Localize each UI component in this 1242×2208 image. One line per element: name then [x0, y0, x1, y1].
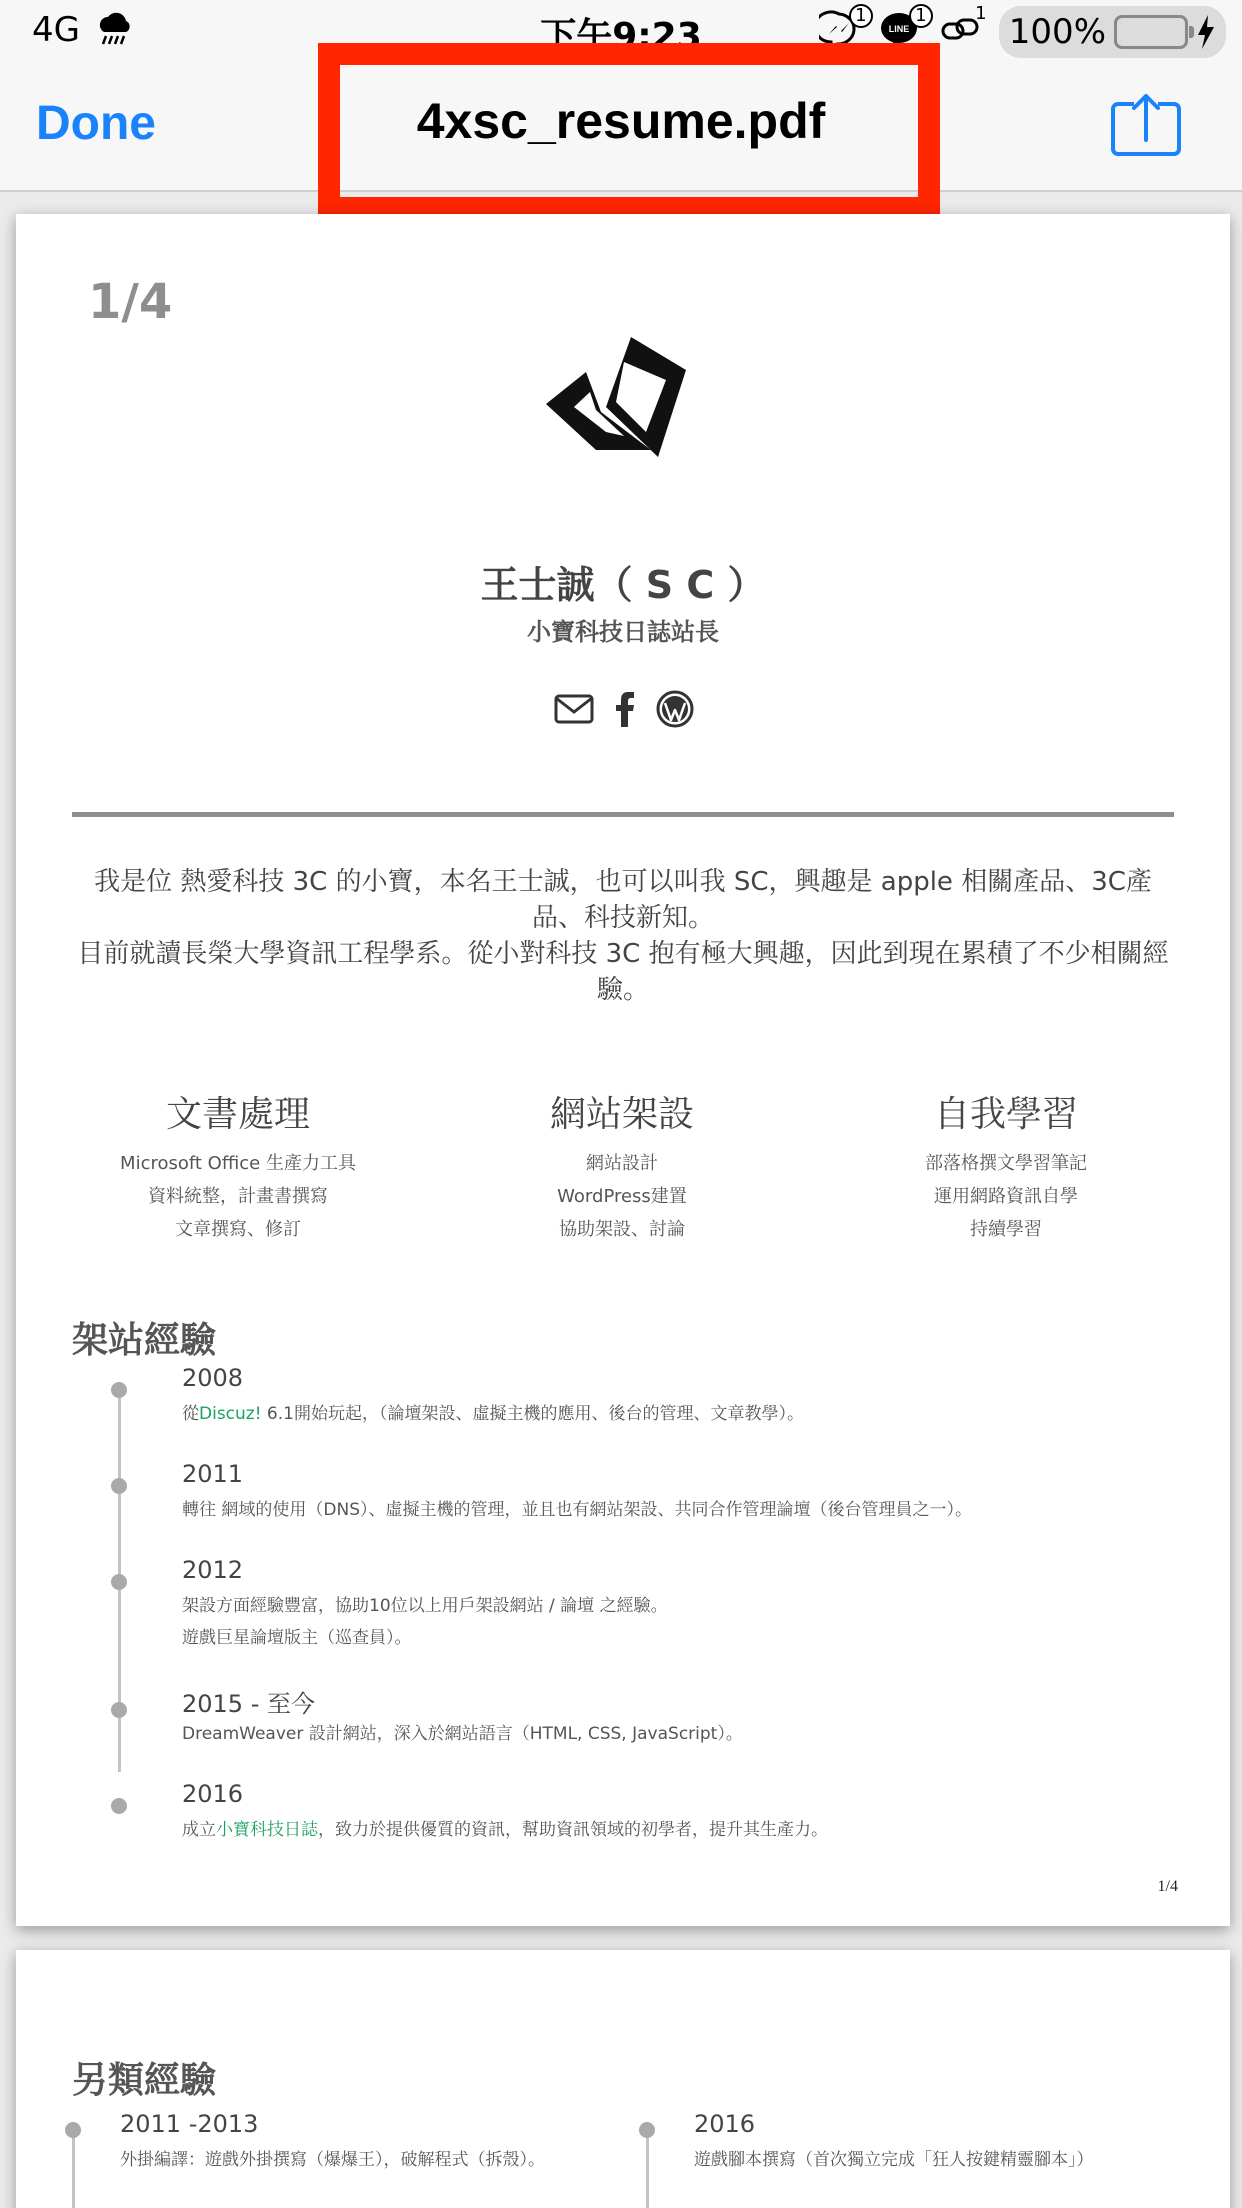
timeline-year: 2015 - 至今: [182, 1690, 315, 1718]
timeline-desc: 遊戲腳本撰寫（首次獨立完成「狂人按鍵精靈腳本」）: [694, 2150, 1094, 2170]
skill-item: 持續學習: [970, 1219, 1042, 1240]
intro-line-1: 我是位 熱愛科技 3C 的小寶，本名王士誠，也可以叫我 SC，興趣是 apple 相關產品、3C產品、科技新知。: [94, 867, 1152, 933]
discuz-link[interactable]: Discuz!: [199, 1404, 262, 1424]
facebook-icon[interactable]: [614, 691, 636, 727]
timeline-year: 2016: [694, 2110, 756, 2138]
wordpress-icon[interactable]: [656, 690, 694, 728]
email-icon[interactable]: [554, 694, 594, 724]
timeline-dot: [111, 1478, 127, 1494]
page-number: 1/4: [1157, 1878, 1178, 1895]
timeline-dot: [111, 1798, 127, 1814]
document-title: 4xsc_resume.pdf: [416, 93, 826, 149]
resume-subtitle: 小寶科技日誌站長: [527, 618, 719, 646]
timeline-dot: [639, 2122, 655, 2138]
line-badge: 1: [909, 4, 933, 28]
timeline-desc: 架設方面經驗豐富，協助10位以上用戶架設網站 / 論壇 之經驗。: [182, 1596, 668, 1616]
experience-title: 架站經驗: [72, 1320, 217, 1361]
skill-title: 自我學習: [933, 1094, 1078, 1135]
pdf-page-1: [16, 214, 1230, 1926]
battery-percent: 100%: [1008, 12, 1106, 52]
skill-column: [46, 1086, 430, 1246]
messenger-badge: 1: [849, 4, 873, 28]
timeline-dot: [111, 1382, 127, 1398]
timeline-dot: [65, 2122, 81, 2138]
timeline-year: 2008: [182, 1364, 244, 1392]
page-indicator: 1/4: [88, 274, 173, 330]
timeline-year: 2016: [182, 1780, 244, 1808]
timeline-desc: 外掛編譯：遊戲外掛撰寫（爆爆王），破解程式（拆殼）。: [120, 2150, 545, 2170]
share-icon[interactable]: [1110, 92, 1182, 156]
timeline-desc: 從Discuz! 6.1開始玩起，（論壇架設、虛擬主機的應用、後台的管理、文章教學）。: [182, 1404, 804, 1424]
skill-title: 網站架設: [549, 1094, 694, 1135]
skill-column: [430, 1086, 814, 1246]
skill-item: 部落格撰文學習筆記: [925, 1153, 1087, 1174]
skill-item: 網站設計: [586, 1153, 658, 1174]
skills-section: [16, 1086, 1230, 1246]
pdf-page-2: [16, 1950, 1230, 2208]
experience-timeline: [72, 1364, 1172, 1844]
battery-icon: [1114, 15, 1188, 49]
navigation-bar: [0, 60, 1242, 192]
timeline-year: 2012: [182, 1556, 244, 1584]
intro-line-2: 目前就讀長榮大學資訊工程學系。從小對科技 3C 抱有極大興趣，因此到現在累積了不少相關經驗。: [77, 939, 1169, 1005]
timeline-desc: 遊戲巨星論壇版主（巡查員）。: [182, 1628, 412, 1648]
skill-title: 文書處理: [165, 1094, 310, 1135]
carrier-label: 4G: [32, 10, 80, 50]
skill-item: Microsoft Office 生產力工具: [120, 1153, 356, 1174]
timeline-line: [646, 2130, 649, 2208]
timeline-desc: 轉往 網域的使用（DNS）、虛擬主機的管理，並且也有網站架設、共同合作管理論壇（後台管理員之一）。: [182, 1500, 972, 1520]
social-links: [554, 690, 694, 728]
skill-column: [814, 1086, 1198, 1246]
blog-link[interactable]: 小寶科技日誌: [216, 1820, 318, 1840]
skill-item: 文章撰寫、修訂: [175, 1219, 301, 1240]
charging-bolt-icon: [1196, 15, 1216, 49]
timeline-year: 2011: [182, 1460, 244, 1488]
timeline-desc: 成立小寶科技日誌，致力於提供優質的資訊，幫助資訊領域的初學者，提升其生產力。: [182, 1820, 828, 1840]
resume-name: 王士誠（ S C ）: [480, 563, 766, 607]
title-highlight-box: [318, 43, 940, 219]
skill-item: 運用網路資訊自學: [934, 1186, 1078, 1207]
clock: 下午9:23: [540, 16, 702, 57]
intro-text: [76, 864, 1170, 1008]
timeline-dot: [111, 1574, 127, 1590]
done-button[interactable]: Done: [36, 97, 156, 150]
link-notification: [939, 3, 987, 54]
timeline-desc: DreamWeaver 設計網站，深入於網站語言（HTML, CSS, JavaScript）。: [182, 1724, 743, 1744]
timeline-year: 2011 -2013: [120, 2110, 259, 2138]
timeline-line: [72, 2130, 75, 2208]
other-experience-right: [646, 2110, 1206, 2208]
other-experience-title: 另類經驗: [72, 2060, 217, 2101]
skill-item: WordPress建置: [557, 1186, 687, 1207]
skill-item: 資料統整，計畫書撰寫: [148, 1186, 328, 1207]
skill-item: 協助架設、討論: [559, 1219, 685, 1240]
timeline-dot: [111, 1702, 127, 1718]
svg-text:LINE: LINE: [888, 24, 910, 34]
battery-indicator: [999, 6, 1226, 58]
divider: [72, 812, 1174, 817]
link-badge: 1: [975, 3, 987, 24]
site-logo: [546, 332, 696, 462]
